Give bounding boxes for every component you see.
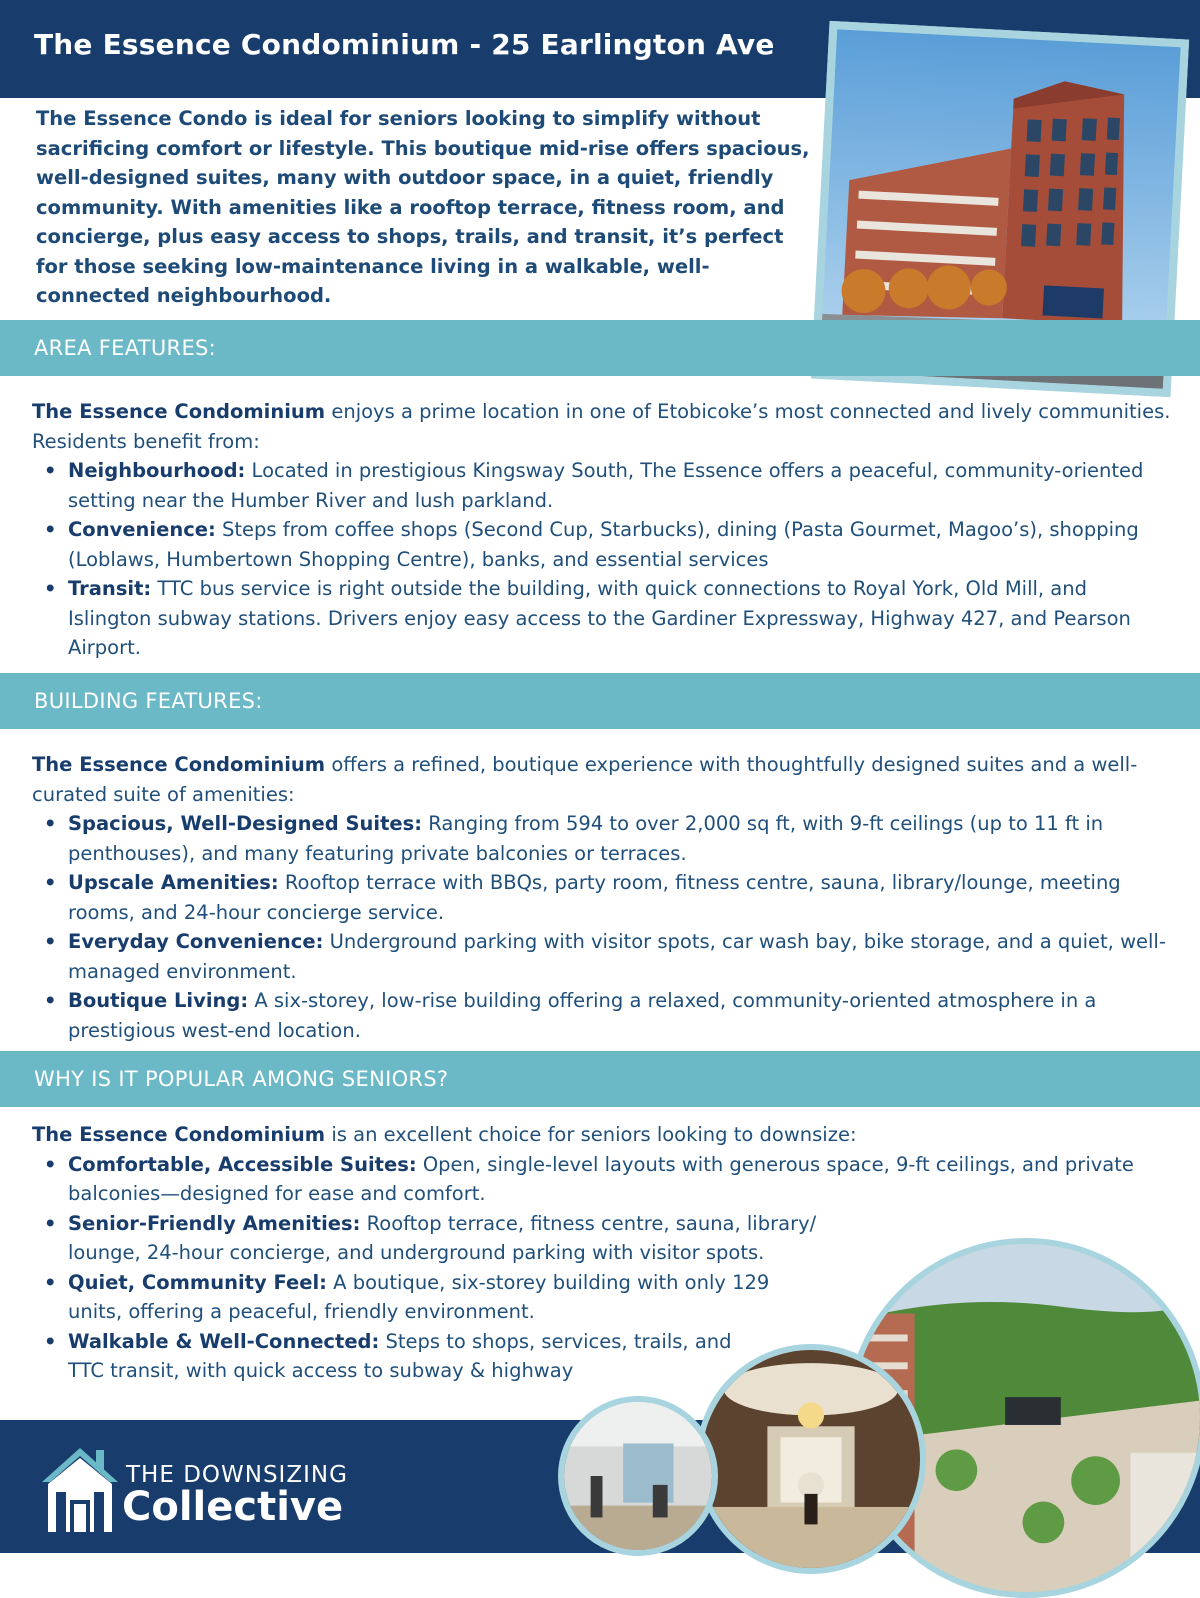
item-label: Convenience: — [68, 518, 216, 541]
list-item — [68, 574, 1172, 663]
list-item — [68, 1209, 878, 1268]
area-features-band — [0, 320, 1200, 376]
fitness-room-photo — [558, 1396, 718, 1556]
list-item — [68, 1150, 1172, 1209]
seniors-band — [0, 1051, 1200, 1107]
item-label: Everyday Convenience: — [68, 930, 324, 953]
building-lead-text: offers a refined, boutique experience with thoughtfully designed suites and a well-curated suite of amenities: — [32, 753, 1138, 806]
item-label: Transit: — [68, 577, 152, 600]
seniors-heading: WHY IS IT POPULAR AMONG SENIORS? — [34, 1067, 449, 1091]
list-item — [68, 809, 1172, 868]
item-label: Senior-Friendly Amenities: — [68, 1211, 361, 1235]
brand-name-bottom: Collective — [122, 1484, 344, 1530]
item-text: A six-storey, low-rise building offering a relaxed, community-oriented atmosphere in a prestigious west-end location. — [68, 989, 1097, 1042]
brand-name-top: THE DOWNSIZING — [126, 1462, 348, 1488]
item-text: TTC bus service is right outside the building, with quick connections to Royal York, Old Mill, and Islington subway stations. Drivers enjoy easy access to the Gardiner Expressway, Highway 427, and Pearson Airport. — [68, 577, 1131, 659]
building-list — [32, 809, 1172, 1045]
item-text: Steps to shops, services, trails, and TTC transit, with quick access to subway & highway — [68, 1329, 732, 1382]
building-lead — [32, 750, 1172, 809]
item-label: Walkable & Well-Connected: — [68, 1329, 380, 1353]
seniors-lead — [32, 1120, 1172, 1150]
item-text: A boutique, six-storey building with only 129 units, offering a peaceful, friendly environment. — [68, 1270, 770, 1323]
item-label: Boutique Living: — [68, 989, 249, 1012]
item-label: Spacious, Well-Designed Suites: — [68, 812, 423, 835]
building-features-band — [0, 673, 1200, 729]
seniors-lead-text: is an excellent choice for seniors looking to downsize: — [325, 1123, 857, 1146]
item-label: Comfortable, Accessible Suites: — [68, 1152, 417, 1176]
list-item — [68, 456, 1172, 515]
building-features-heading: BUILDING FEATURES: — [34, 689, 263, 713]
area-features-heading: AREA FEATURES: — [34, 336, 217, 360]
item-label: Upscale Amenities: — [68, 871, 279, 894]
list-item — [68, 927, 1172, 986]
item-label: Neighbourhood: — [68, 459, 246, 482]
list-item — [68, 986, 1172, 1045]
house-logo-icon — [40, 1444, 120, 1534]
list-item — [68, 1268, 798, 1327]
area-lead-text: enjoys a prime location in one of Etobicoke’s most connected and lively communities. Residents benefit from: — [32, 400, 1171, 453]
item-text: Rooftop terrace, fitness centre, sauna, library/ lounge, 24-hour concierge, and underground parking with visitor spots. — [68, 1211, 817, 1264]
building-lead-bold: The Essence Condominium — [32, 753, 326, 776]
page-title: The Essence Condominium - 25 Earlington Ave — [34, 28, 775, 61]
building-features-section — [32, 750, 1172, 1045]
item-text: Underground parking with visitor spots, car wash bay, bike storage, and a quiet, well-managed environment. — [68, 930, 1166, 983]
list-item — [68, 868, 1172, 927]
item-text: Rooftop terrace with BBQs, party room, fitness centre, sauna, library/lounge, meeting rooms, and 24-hour concierge service. — [68, 871, 1121, 924]
item-text: Steps from coffee shops (Second Cup, Starbucks), dining (Pasta Gourmet, Magoo’s), shopping (Loblaws, Humbertown Shopping Centre), banks, and essential services — [68, 518, 1139, 571]
list-item — [68, 515, 1172, 574]
item-text: Open, single-level layouts with generous space, 9-ft ceilings, and private balconies—designed for ease and comfort. — [68, 1152, 1134, 1205]
area-lead — [32, 397, 1172, 456]
list-item — [68, 1327, 758, 1386]
area-features-section — [32, 397, 1172, 663]
item-text: Located in prestigious Kingsway South, The Essence offers a peaceful, community-oriented setting near the Humber River and lush parkland. — [68, 459, 1144, 512]
lobby-photo — [696, 1344, 926, 1574]
intro-paragraph: The Essence Condo is ideal for seniors looking to simplify without sacrificing comfort or lifestyle. This boutique mid-rise offers spacious, well-designed suites, many with outdoor space, in a quiet, friendly community. With amenities like a rooftop terrace, fitness room, and concierge, plus easy access to shops, trails, and transit, it’s perfect for those seeking low-maintenance living in a walkable, well-connected neighbourhood. — [36, 107, 810, 307]
seniors-lead-bold: The Essence Condominium — [32, 1123, 326, 1146]
area-list — [32, 456, 1172, 663]
item-label: Quiet, Community Feel: — [68, 1270, 327, 1294]
item-text: Ranging from 594 to over 2,000 sq ft, with 9-ft ceilings (up to 11 ft in penthouses), and many featuring private balconies or terraces. — [68, 812, 1104, 865]
area-lead-bold: The Essence Condominium — [32, 400, 326, 423]
